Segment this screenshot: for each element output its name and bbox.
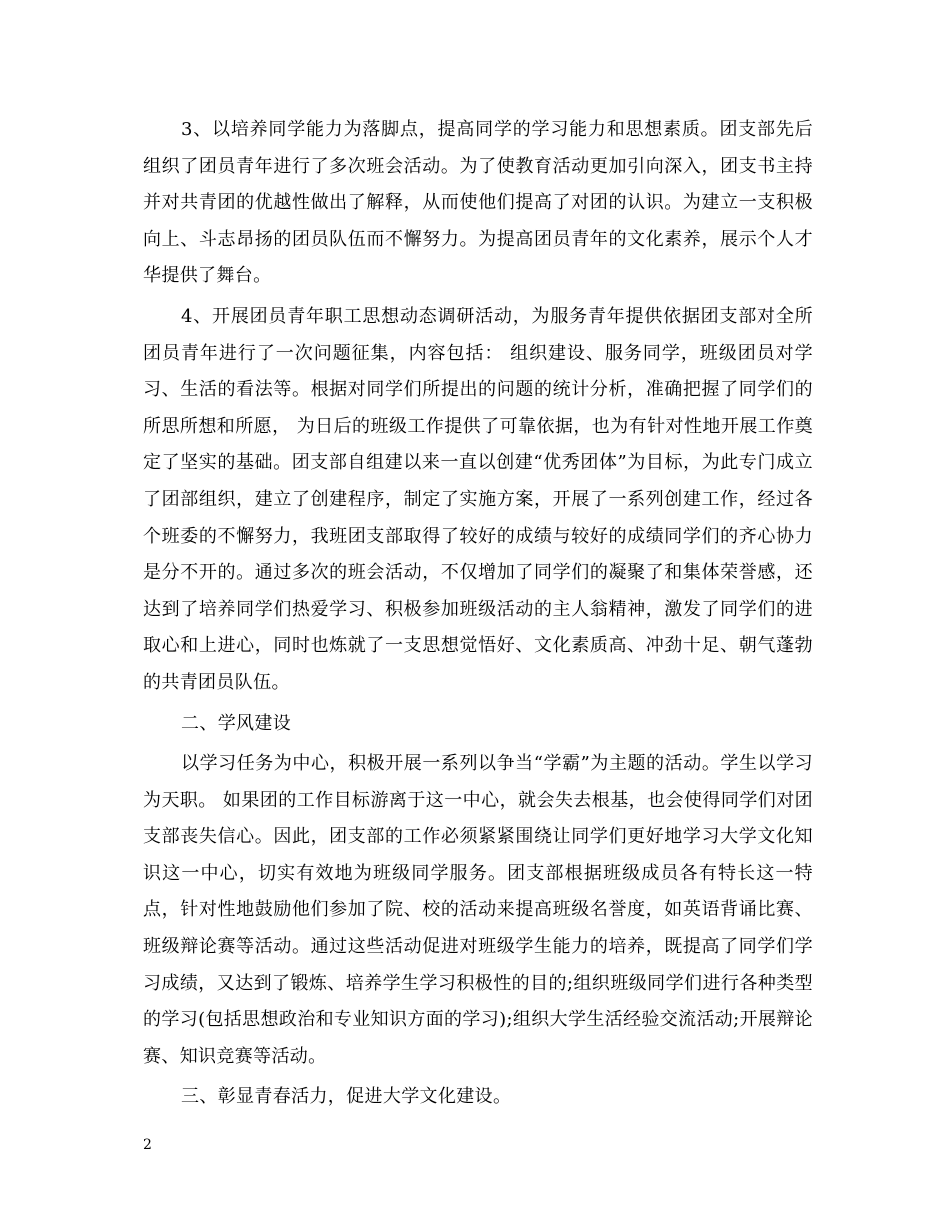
- section-heading-youth-vitality: 三、彰显青春活力，促进大学文化建设。: [181, 1086, 512, 1108]
- section-heading-study-style: 二、学风建设: [181, 712, 292, 734]
- document-body: [143, 112, 813, 1120]
- paragraph-study-style: 以学习任务为中心，积极开展一系列以争当“学霸”为主题的活动。学生以学习为天职。 如果团的工作目标游离于这一中心，就会失去根基，也会使得同学们对团支部丧失信心。因此，团支部的工作必须紧紧围绕让同学们更好地学习大学文化知识这一中心，切实有效地为班级同学服务。团支部根据班级成员各有特长这一特点，针对性地鼓励他们参加了院、校的活动来提高班级名誉度，如英语背诵比赛、班级辩论赛等活动。通过这些活动促进对班级学生能力的培养，既提高了同学们学习成绩，又达到了锻炼、培养学生学习积极性的目的;组织班级同学们进行各种类型的学习(包括思想政治和专业知识方面的学习);组织大学生活经验交流活动;开展辩论赛、知识竞赛等活动。: [143, 753, 813, 1067]
- paragraph-item-3: 3、以培养同学能力为落脚点，提高同学的学习能力和思想素质。团支部先后组织了团员青年进行了多次班会活动。为了使教育活动更加引向深入，团支书主持并对共青团的优越性做出了解释，从而使他们提高了对团的认识。为建立一支积极向上、斗志昂扬的团员队伍而不懈努力。为提高团员青年的文化素养，展示个人才华提供了舞台。: [143, 119, 813, 287]
- page-number: 2: [143, 1137, 152, 1153]
- paragraph-item-4: 4、开展团员青年职工思想动态调研活动，为服务青年提供依据团支部对全所团员青年进行了一次问题征集，内容包括： 组织建设、服务同学，班级团员对学习、生活的看法等。根据对同学们所提出的问题的统计分析，准确把握了同学们的所思所想和所愿， 为日后的班级工作提供了可靠依据，也为有针对性地开展工作奠定了坚实的基础。团支部自组建以来一直以创建“优秀团体”为目标，为此专门成立了团部组织，建立了创建程序，制定了实施方案，开展了一系列创建工作，经过各个班委的不懈努力，我班团支部取得了较好的成绩与较好的成绩同学们的齐心协力是分不开的。通过多次的班会活动，不仅增加了同学们的凝聚了和集体荣誉感，还达到了培养同学们热爱学习、积极参加班级活动的主人翁精神，激发了同学们的进取心和上进心，同时也炼就了一支思想觉悟好、文化素质高、冲劲十足、朝气蓬勃的共青团员队伍。: [143, 305, 813, 693]
